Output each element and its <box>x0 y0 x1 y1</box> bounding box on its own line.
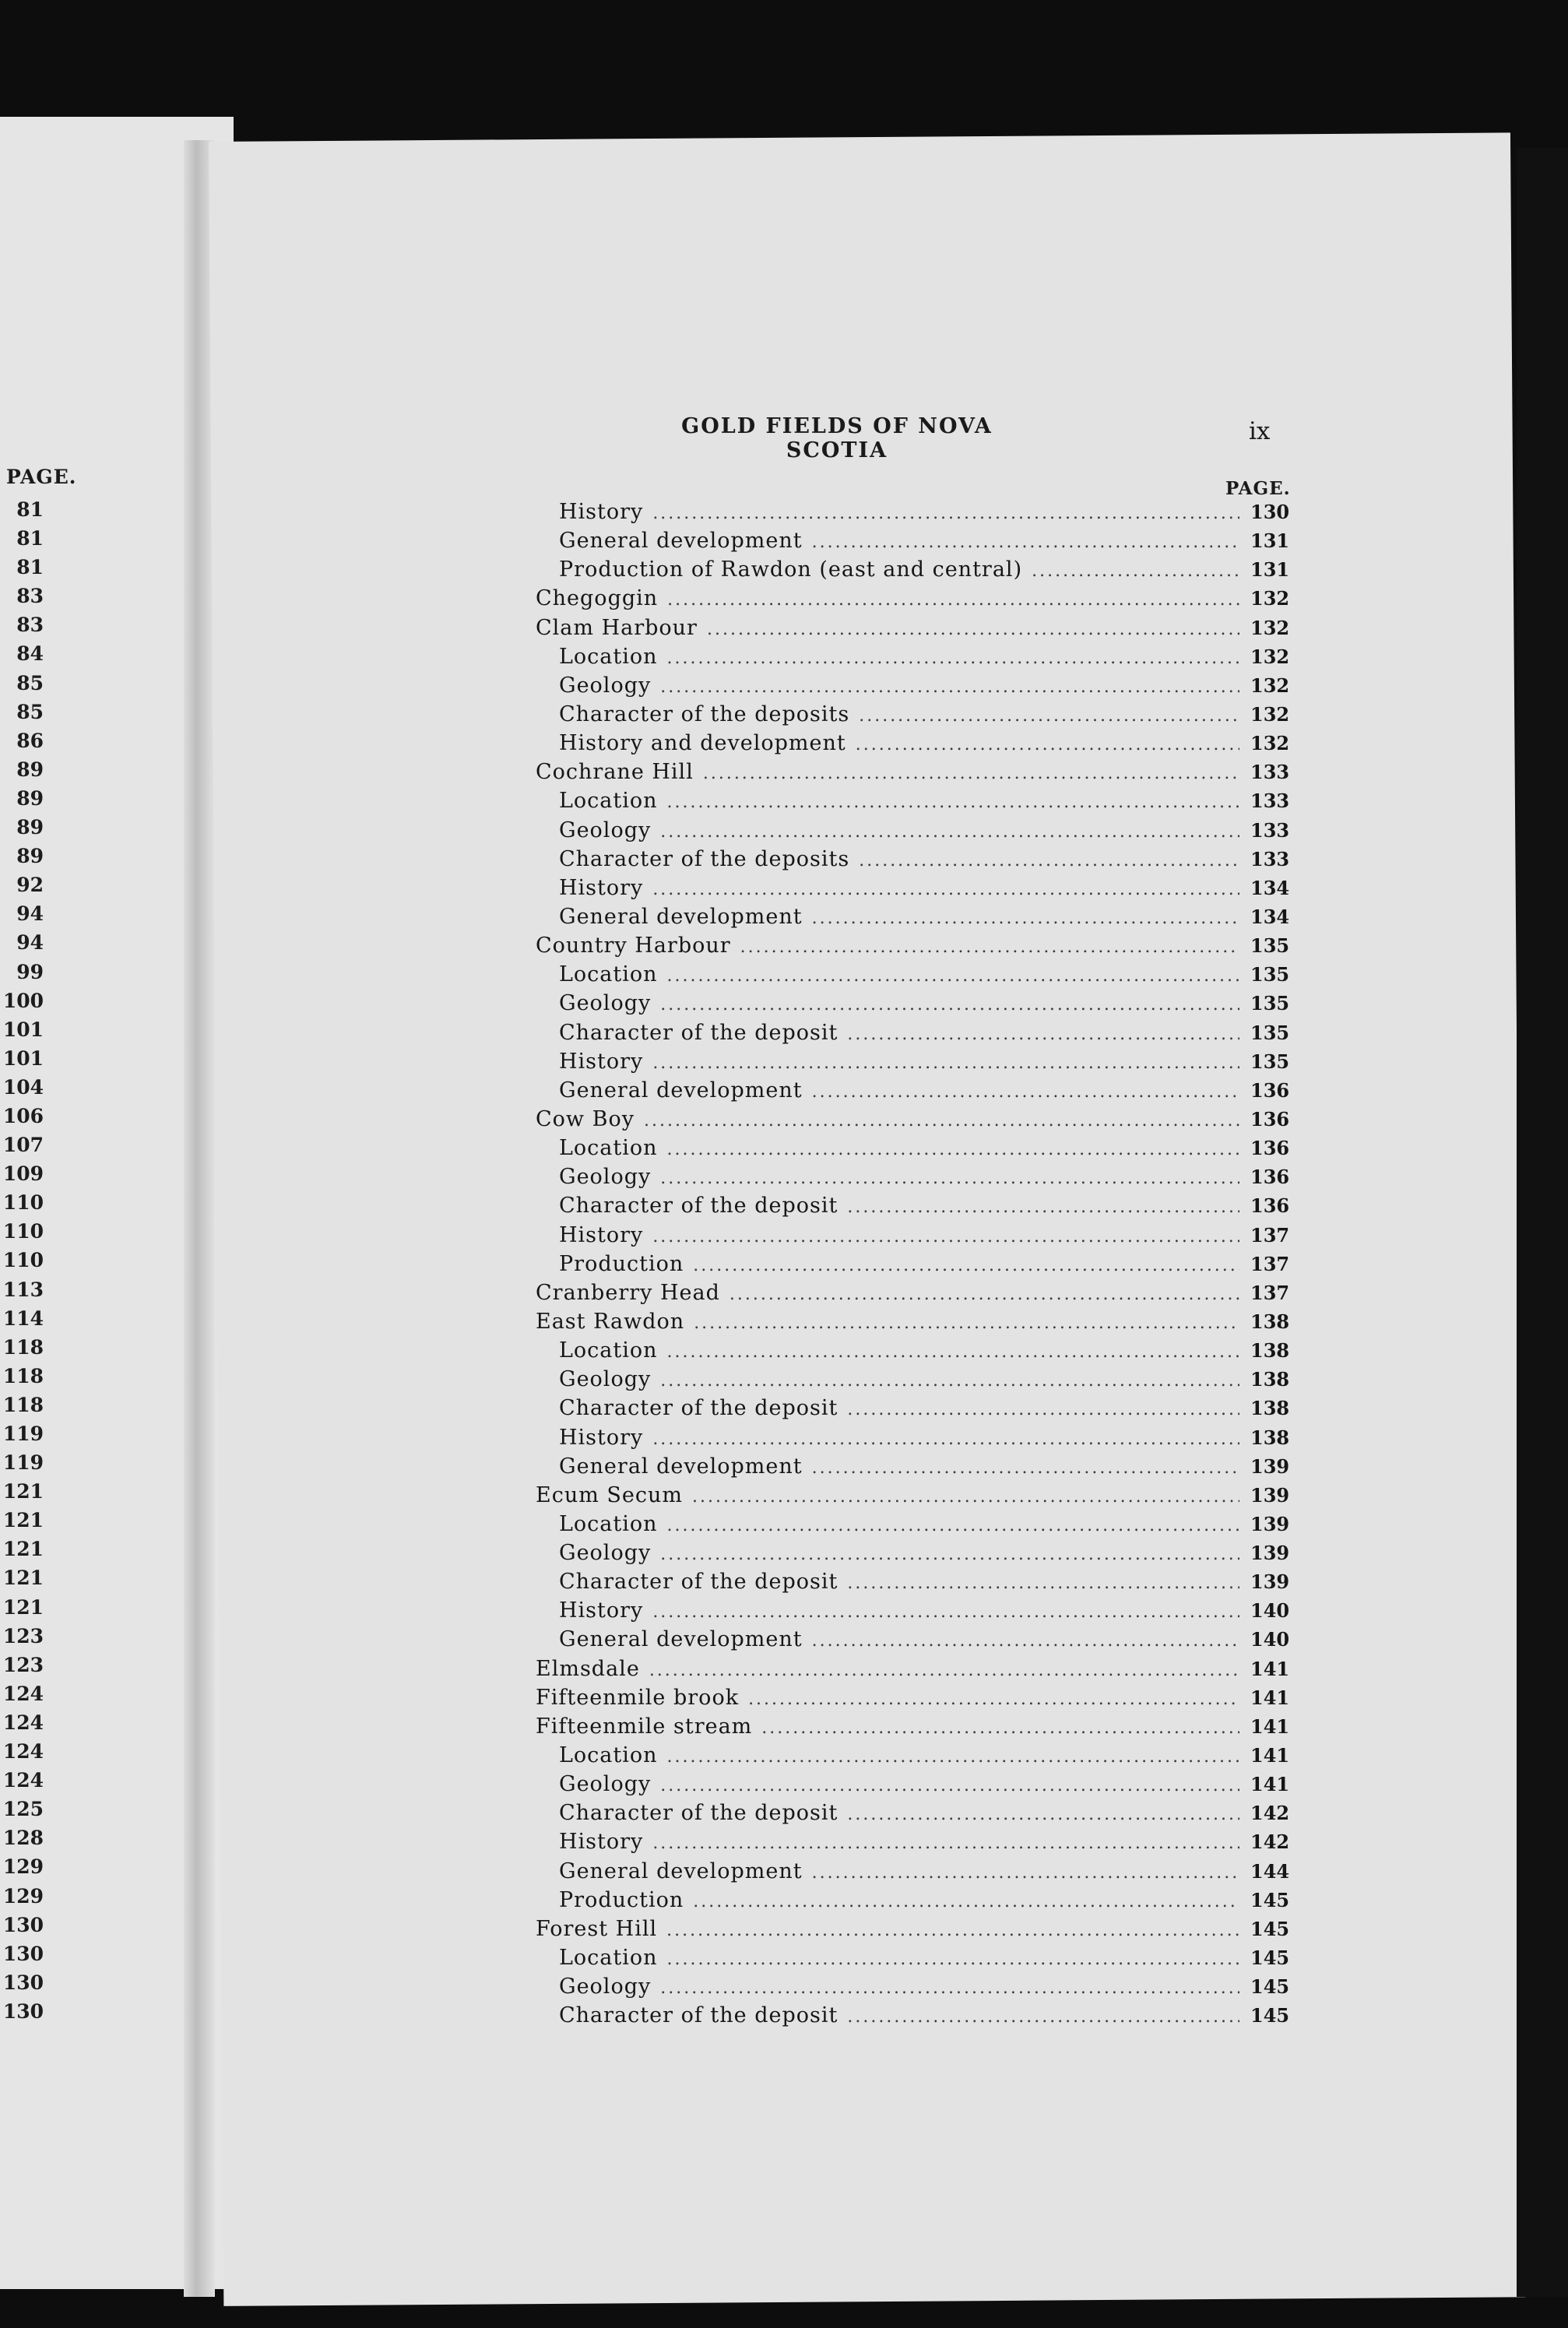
left-page-number: 119 <box>2 1451 44 1475</box>
toc-subentry <box>536 673 1290 702</box>
toc-subentry <box>536 1251 1290 1281</box>
left-page-number: 94 <box>16 902 44 926</box>
toc-subentry <box>536 1541 1290 1570</box>
toc-entry-page: 137 <box>1250 1223 1290 1247</box>
toc-entry-page: 139 <box>1250 1512 1290 1535</box>
toc-entry-page: 131 <box>1250 558 1290 582</box>
dot-leader <box>667 649 1239 668</box>
left-page-number: 81 <box>16 556 44 579</box>
toc-entry <box>536 1280 1290 1310</box>
toc-entry-page: 138 <box>1250 1397 1290 1420</box>
toc-subentry <box>536 875 1290 905</box>
left-page-number: 100 <box>2 989 44 1012</box>
toc-entry <box>536 1685 1290 1714</box>
dot-leader <box>652 880 1239 899</box>
dot-leader <box>693 1892 1239 1911</box>
toc-subentry <box>536 500 1290 529</box>
toc-subentry <box>536 1165 1290 1194</box>
toc-entry-label: Geology <box>559 991 652 1016</box>
toc-entry-page: 135 <box>1250 1021 1290 1044</box>
toc-entry-label: Location <box>559 789 658 814</box>
dot-leader <box>812 533 1239 552</box>
left-page-number: 129 <box>2 1855 44 1879</box>
left-page-number: 124 <box>2 1769 44 1792</box>
toc-subentry <box>536 1511 1290 1541</box>
left-page-number: 113 <box>2 1278 44 1301</box>
dot-leader <box>812 1863 1239 1883</box>
left-page-number: 110 <box>2 1220 44 1243</box>
toc-entry-page: 145 <box>1250 1888 1290 1911</box>
dot-leader <box>1032 561 1239 581</box>
toc-entry-page: 136 <box>1250 1107 1290 1131</box>
dot-leader <box>847 1574 1239 1593</box>
toc-entry <box>536 586 1290 615</box>
toc-entry-page: 135 <box>1250 963 1290 986</box>
left-page-number: 121 <box>2 1595 44 1619</box>
dot-leader <box>703 764 1239 783</box>
toc-subentry <box>536 1772 1290 1801</box>
toc-entry-page: 132 <box>1250 645 1290 668</box>
toc-entry-page: 145 <box>1250 2004 1290 2027</box>
toc-entry-label: General development <box>559 529 803 554</box>
left-page-number: 92 <box>16 874 44 897</box>
folio-number: ix <box>1249 417 1271 445</box>
left-page-number: 121 <box>2 1538 44 1561</box>
toc-entry-label: Location <box>559 962 658 987</box>
toc-entry-label: Character of the deposit <box>559 1396 838 1421</box>
toc-entry-page: 139 <box>1250 1483 1290 1507</box>
toc-entry-page: 145 <box>1250 1975 1290 1999</box>
toc-subentry <box>536 1367 1290 1396</box>
toc-subentry <box>536 1859 1290 1888</box>
toc-entry-label: Location <box>559 1743 658 1768</box>
left-page-number: 110 <box>2 1249 44 1272</box>
dot-leader <box>692 1487 1239 1507</box>
toc-subentry <box>536 1454 1290 1483</box>
toc-entry-label: Location <box>559 644 658 669</box>
toc-entry-page: 142 <box>1250 1830 1290 1854</box>
dot-leader <box>660 1978 1239 1998</box>
dot-leader <box>847 1197 1239 1217</box>
left-page-number: 86 <box>16 729 44 752</box>
toc-subentry <box>536 1743 1290 1772</box>
toc-entry-page: 134 <box>1250 905 1290 928</box>
left-page-number: 118 <box>2 1335 44 1359</box>
toc-entry-label: Ecum Secum <box>536 1482 683 1507</box>
toc-entry-label: Cochrane Hill <box>536 760 694 785</box>
toc-entry-page: 130 <box>1250 501 1290 523</box>
toc-entry-page: 135 <box>1250 934 1290 958</box>
toc-entry-label: Character of the deposit <box>559 2003 838 2028</box>
left-page-number: 110 <box>2 1191 44 1215</box>
toc-entry-label: General development <box>559 1859 803 1883</box>
toc-entry-page: 133 <box>1250 818 1290 842</box>
toc-entry-label: Production <box>559 1251 684 1276</box>
toc-entry-label: History <box>559 1425 644 1450</box>
toc-subentry <box>536 1830 1290 1859</box>
toc-entry-page: 145 <box>1250 1946 1290 1970</box>
toc-entry <box>536 760 1290 789</box>
left-page-number: 104 <box>2 1075 44 1099</box>
toc-subentry <box>536 2003 1290 2032</box>
toc-entry <box>536 934 1290 962</box>
left-page-number: 81 <box>16 498 44 521</box>
left-page-number: 124 <box>2 1682 44 1705</box>
toc-subentry <box>536 991 1290 1020</box>
toc-subentry <box>536 644 1290 673</box>
toc-entry-label: Geology <box>559 673 652 698</box>
toc-entry-page: 141 <box>1250 1744 1290 1767</box>
dot-leader <box>667 1342 1239 1362</box>
left-page-number: 118 <box>2 1364 44 1387</box>
toc-entry-label: Character of the deposits <box>559 846 850 871</box>
dot-leader <box>660 1776 1239 1795</box>
toc-entry-page: 138 <box>1250 1426 1290 1449</box>
left-page-number: 121 <box>2 1509 44 1532</box>
toc-entry-page: 139 <box>1250 1570 1290 1594</box>
dot-leader <box>856 735 1239 754</box>
scan-edge <box>1517 148 1568 2297</box>
toc-entry-label: Location <box>559 1946 658 1971</box>
toc-subentry <box>536 846 1290 876</box>
left-page-number: 121 <box>2 1480 44 1503</box>
dot-leader <box>847 2007 1239 2027</box>
toc-entry-page: 138 <box>1250 1339 1290 1363</box>
dot-leader <box>649 1661 1239 1680</box>
toc-entry-page: 132 <box>1250 587 1290 610</box>
toc-subentry <box>536 1136 1290 1165</box>
toc-entry-label: Geology <box>559 1975 652 1999</box>
left-page-number: 85 <box>16 700 44 723</box>
toc-entry-page: 141 <box>1250 1773 1290 1796</box>
toc-subentry <box>536 1975 1290 2003</box>
left-page-number: 89 <box>16 816 44 839</box>
toc-subentry <box>536 1570 1290 1598</box>
dot-leader <box>660 1545 1239 1564</box>
dot-leader <box>667 966 1239 986</box>
toc-entry-label: General development <box>559 1078 803 1102</box>
toc-subentry <box>536 818 1290 847</box>
dot-leader <box>660 1169 1239 1188</box>
toc-entry-label: Cranberry Head <box>536 1280 720 1305</box>
toc-entry-label: History <box>559 875 644 900</box>
left-page-column-header: PAGE. <box>6 466 77 488</box>
left-page-number: 130 <box>2 1913 44 1936</box>
dot-leader <box>667 1950 1239 1969</box>
toc-subentry <box>536 904 1290 934</box>
left-page-number: 81 <box>16 527 44 550</box>
toc-entry <box>536 1656 1290 1686</box>
toc-entry-label: History <box>559 1830 644 1855</box>
toc-entry-page: 144 <box>1250 1859 1290 1883</box>
toc-entry-label: General development <box>559 1627 803 1652</box>
left-page-number: 83 <box>16 614 44 637</box>
toc-subentry <box>536 1194 1290 1222</box>
dot-leader <box>652 1053 1239 1073</box>
left-page-number: 121 <box>2 1567 44 1590</box>
toc-entry-label: Production <box>559 1887 684 1912</box>
left-page-number: 118 <box>2 1393 44 1416</box>
toc-entry-page: 136 <box>1250 1137 1290 1160</box>
toc-entry-page: 136 <box>1250 1078 1290 1102</box>
toc-subentry <box>536 529 1290 557</box>
left-page-number: 130 <box>2 1942 44 1965</box>
toc-entry <box>536 1482 1290 1512</box>
left-page-number: 83 <box>16 585 44 608</box>
toc-entry-label: Production of Rawdon (east and central) <box>559 557 1023 582</box>
toc-entry-page: 136 <box>1250 1166 1290 1189</box>
left-page-number: 124 <box>2 1740 44 1764</box>
toc-entry-label: History and development <box>559 731 846 756</box>
toc-entry-label: History <box>559 1222 644 1247</box>
toc-entry-label: Character of the deposit <box>559 1020 838 1045</box>
toc-entry-label: History <box>559 1598 644 1623</box>
left-page-number: 123 <box>2 1653 44 1676</box>
toc-entry-label: Fifteenmile stream <box>536 1714 753 1739</box>
left-page-number: 125 <box>2 1798 44 1821</box>
left-page-number: 101 <box>2 1018 44 1041</box>
left-page-number: 84 <box>16 642 44 666</box>
toc-subentry <box>536 702 1290 731</box>
dot-leader <box>652 1602 1239 1622</box>
left-page-number: 114 <box>2 1306 44 1330</box>
toc-entry-page: 134 <box>1250 876 1290 899</box>
toc-entry-label: Geology <box>559 1165 652 1190</box>
dot-leader <box>847 1400 1239 1419</box>
left-page-number: 119 <box>2 1422 44 1445</box>
dot-leader <box>660 677 1239 697</box>
toc-entry-page: 135 <box>1250 992 1290 1015</box>
toc-entry-label: Elmsdale <box>536 1656 640 1681</box>
dot-leader <box>812 1458 1239 1478</box>
toc-entry-label: Character of the deposit <box>559 1570 838 1595</box>
toc-entry-page: 138 <box>1250 1310 1290 1333</box>
toc-entry-label: General development <box>559 904 803 929</box>
toc-entry-label: Character of the deposit <box>559 1194 838 1219</box>
toc-subentry <box>536 1598 1290 1627</box>
dot-leader <box>667 1140 1239 1159</box>
toc-entry-label: Country Harbour <box>536 934 731 958</box>
toc-subentry <box>536 1887 1290 1917</box>
toc-entry <box>536 1916 1290 1946</box>
dot-leader <box>652 1430 1239 1449</box>
toc-entry-label: Location <box>559 1136 658 1161</box>
toc-entry-page: 142 <box>1250 1802 1290 1825</box>
toc-entry-page: 132 <box>1250 732 1290 755</box>
toc-entry-page: 132 <box>1250 616 1290 639</box>
toc-entry-page: 133 <box>1250 761 1290 784</box>
toc-entry-label: History <box>559 1049 644 1074</box>
toc-subentry <box>536 1425 1290 1454</box>
toc-entry-label: Geology <box>559 1367 652 1392</box>
toc-entry-page: 132 <box>1250 673 1290 697</box>
page-column-header: PAGE. <box>1225 478 1291 499</box>
toc-entry-label: Location <box>559 1338 658 1363</box>
toc-entry-label: Character of the deposit <box>559 1801 838 1826</box>
toc-entry-page: 141 <box>1250 1686 1290 1709</box>
left-page-number: 89 <box>16 845 44 868</box>
toc-entry-label: Geology <box>559 1541 652 1566</box>
toc-entry-page: 136 <box>1250 1194 1290 1218</box>
toc-entry <box>536 1714 1290 1743</box>
dot-leader <box>693 1256 1239 1275</box>
dot-leader <box>740 937 1239 957</box>
toc-subentry <box>536 1946 1290 1975</box>
left-page-number: 89 <box>16 758 44 781</box>
dot-leader <box>812 1082 1239 1102</box>
dot-leader <box>730 1285 1239 1304</box>
toc-entry <box>536 1106 1290 1136</box>
toc-subentry <box>536 557 1290 586</box>
toc-entry <box>536 1309 1290 1338</box>
left-page-number: 107 <box>2 1134 44 1157</box>
toc-entry-page: 145 <box>1250 1917 1290 1940</box>
toc-subentry <box>536 731 1290 760</box>
left-page-number: 106 <box>2 1104 44 1127</box>
toc-entry-page: 135 <box>1250 1050 1290 1073</box>
dot-leader <box>761 1718 1239 1738</box>
toc-subentry <box>536 1338 1290 1367</box>
toc-entry-page: 139 <box>1250 1542 1290 1565</box>
left-page-number-column <box>0 495 44 2026</box>
dot-leader <box>660 822 1239 842</box>
left-page-number: 130 <box>2 1999 44 2023</box>
left-page-number: 101 <box>2 1046 44 1070</box>
toc-entry-page: 133 <box>1250 847 1290 870</box>
toc-entry-label: East Rawdon <box>536 1309 685 1334</box>
toc-entry-page: 141 <box>1250 1657 1290 1680</box>
left-page-number: 85 <box>16 671 44 695</box>
dot-leader <box>812 1631 1239 1651</box>
dot-leader <box>694 1313 1239 1333</box>
dot-leader <box>667 1747 1239 1767</box>
toc-entry <box>536 615 1290 645</box>
dot-leader <box>667 793 1239 812</box>
table-of-contents <box>536 500 1290 2032</box>
toc-entry-page: 137 <box>1250 1281 1290 1304</box>
toc-entry-page: 140 <box>1250 1628 1290 1651</box>
toc-subentry <box>536 1049 1290 1078</box>
running-header: GOLD FIELDS OF NOVA SCOTIA <box>681 414 993 462</box>
dot-leader <box>707 620 1239 639</box>
toc-subentry <box>536 1078 1290 1107</box>
left-page-number: 130 <box>2 1971 44 1994</box>
toc-subentry <box>536 789 1290 818</box>
left-page-number: 89 <box>16 786 44 810</box>
dot-leader <box>812 909 1239 928</box>
left-page-number: 99 <box>16 960 44 983</box>
dot-leader <box>847 1805 1239 1824</box>
dot-leader <box>652 504 1239 523</box>
toc-entry-label: History <box>559 500 644 524</box>
toc-entry-label: Clam Harbour <box>536 615 698 640</box>
dot-leader <box>859 851 1239 870</box>
toc-entry-page: 138 <box>1250 1368 1290 1391</box>
toc-entry-label: Chegoggin <box>536 586 659 611</box>
left-page-number: 123 <box>2 1624 44 1648</box>
dot-leader <box>667 590 1239 610</box>
toc-entry-page: 139 <box>1250 1454 1290 1478</box>
left-page-number: 129 <box>2 1884 44 1908</box>
dot-leader <box>666 1921 1239 1940</box>
toc-subentry <box>536 962 1290 991</box>
toc-entry-page: 132 <box>1250 702 1290 726</box>
toc-entry-page: 133 <box>1250 789 1290 813</box>
toc-entry-label: Cow Boy <box>536 1106 635 1131</box>
left-page-number: 124 <box>2 1711 44 1734</box>
toc-subentry <box>536 1396 1290 1425</box>
toc-subentry <box>536 1222 1290 1252</box>
toc-entry-page: 131 <box>1250 529 1290 553</box>
toc-entry-page: 141 <box>1250 1714 1290 1738</box>
toc-entry-label: General development <box>559 1454 803 1479</box>
toc-subentry <box>536 1627 1290 1656</box>
dot-leader <box>660 995 1239 1015</box>
toc-entry-label: Geology <box>559 818 652 842</box>
left-page-number: 94 <box>16 931 44 955</box>
dot-leader <box>644 1111 1239 1131</box>
dot-leader <box>847 1025 1239 1044</box>
toc-entry-label: Fifteenmile brook <box>536 1685 740 1710</box>
toc-entry-label: Location <box>559 1511 658 1536</box>
dot-leader <box>859 706 1239 726</box>
dot-leader <box>652 1227 1239 1247</box>
dot-leader <box>667 1516 1239 1535</box>
dot-leader <box>660 1371 1239 1391</box>
dot-leader <box>748 1690 1239 1709</box>
toc-subentry <box>536 1020 1290 1050</box>
toc-entry-label: Character of the deposits <box>559 702 850 726</box>
toc-entry-page: 140 <box>1250 1599 1290 1623</box>
toc-entry-page: 137 <box>1250 1252 1290 1275</box>
toc-subentry <box>536 1801 1290 1830</box>
left-page-number: 109 <box>2 1162 44 1186</box>
toc-entry-label: Forest Hill <box>536 1916 658 1941</box>
dot-leader <box>652 1834 1239 1853</box>
toc-entry-label: Geology <box>559 1772 652 1797</box>
left-page-number: 128 <box>2 1827 44 1850</box>
